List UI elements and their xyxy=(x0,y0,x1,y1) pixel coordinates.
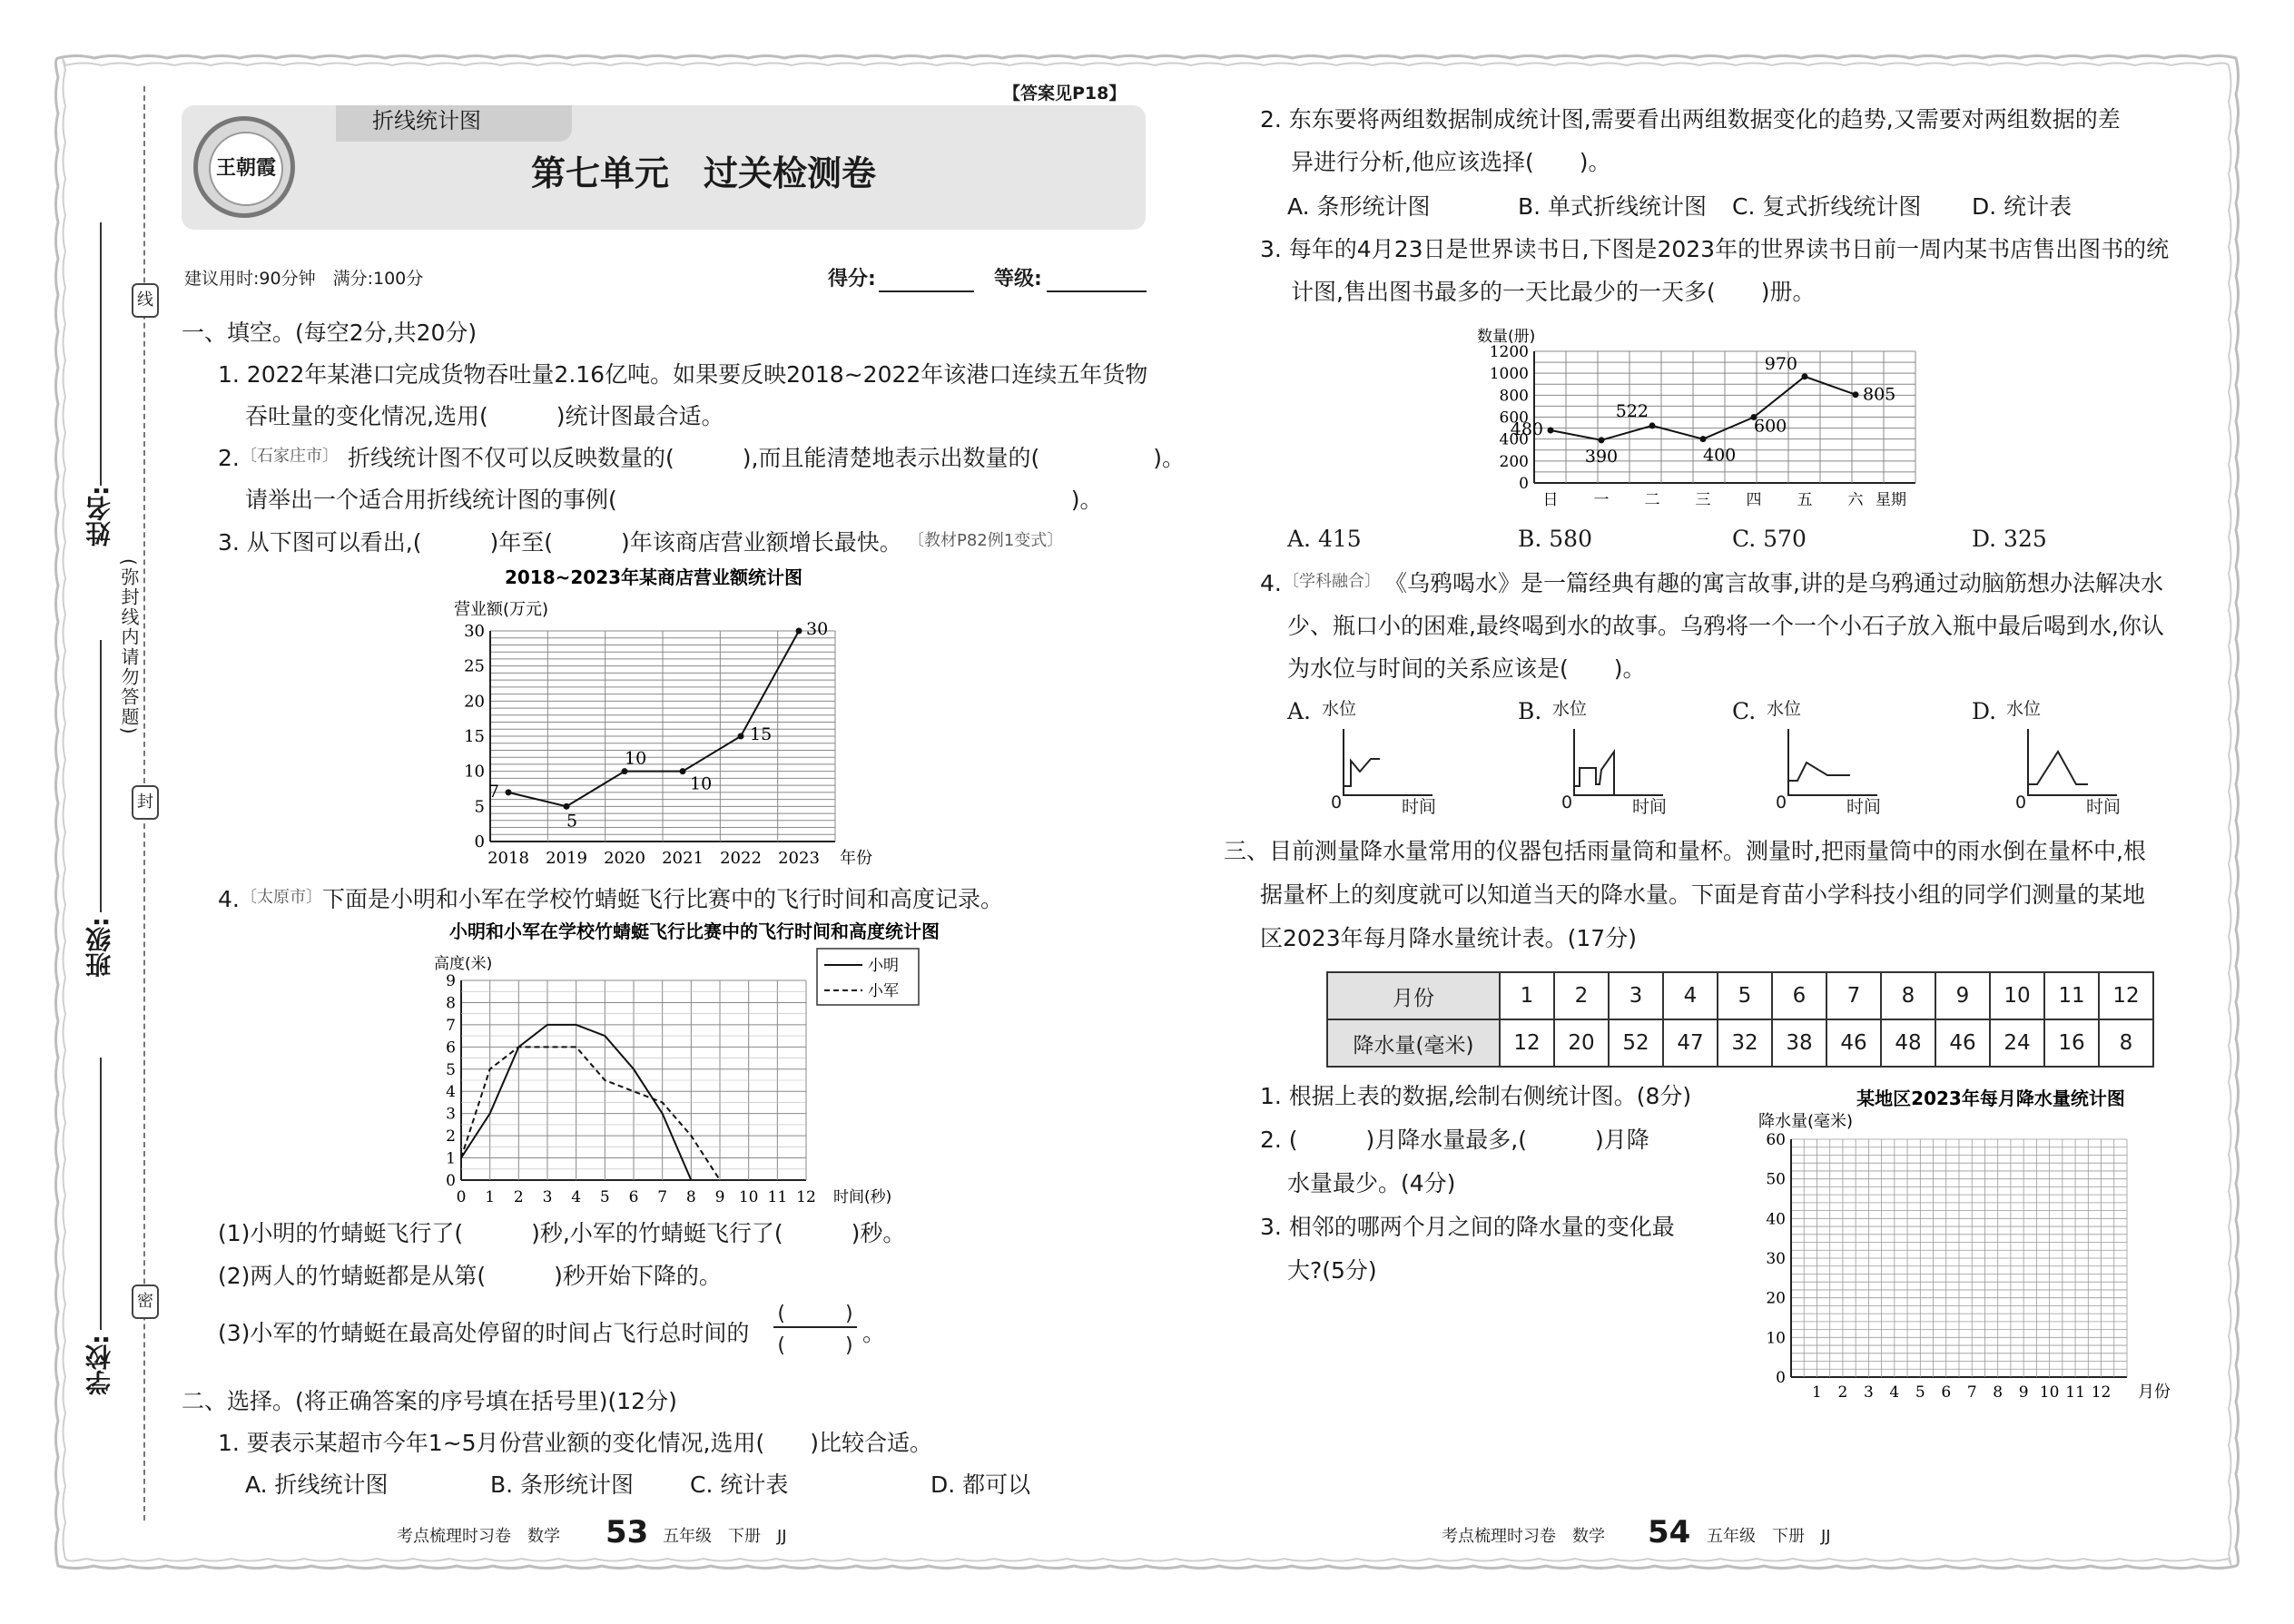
table-cell: 12 xyxy=(1500,1019,1554,1067)
table-cell: 1 xyxy=(1500,972,1554,1019)
data-label: 5 xyxy=(566,811,578,832)
data-label: 400 xyxy=(1703,445,1737,466)
x-tick-label: 2018 xyxy=(487,849,529,868)
mini-d-origin: 0 xyxy=(2015,792,2027,812)
mini-d-label: D. xyxy=(1972,698,1997,724)
x-tick-label: 9 xyxy=(714,1188,725,1206)
mini-a-origin: 0 xyxy=(1331,792,1343,812)
x-tick-label: 3 xyxy=(542,1188,553,1206)
name-line[interactable] xyxy=(100,222,102,486)
table-cell: 8 xyxy=(1881,972,1935,1019)
mini-c-origin: 0 xyxy=(1776,792,1787,812)
q4-tag: 〔太原市〕 xyxy=(241,888,322,907)
table-cell: 8 xyxy=(2099,1019,2153,1067)
x-tick-label: 二 xyxy=(1644,491,1660,509)
x-tick-label: 2 xyxy=(1837,1383,1848,1402)
page-title: 第七单元 过关检测卷 xyxy=(531,153,877,193)
y-tick-label: 30 xyxy=(1766,1250,1786,1268)
data-label: 480 xyxy=(1510,419,1543,439)
s2q1-text: 1. 要表示某超市今年1~5月份营业额的变化情况,选用( )比较合适。 xyxy=(218,1430,933,1456)
table-cell: 52 xyxy=(1609,1019,1663,1067)
table-head-rain: 降水量(毫米) xyxy=(1327,1019,1500,1067)
mini-a-line xyxy=(1344,759,1380,786)
x-axis-label: 时间(秒) xyxy=(833,1188,892,1206)
y-tick-label: 1200 xyxy=(1489,343,1529,361)
y-tick-label: 20 xyxy=(464,692,485,712)
data-point xyxy=(1599,437,1605,443)
rainfall-table xyxy=(1326,971,2154,1068)
x-tick-label: 2021 xyxy=(662,849,704,868)
sec1-heading: 一、填空。(每空2分,共20分) xyxy=(182,320,478,346)
r-q3-line1: 3. 每年的4月23日是世界读书日,下图是2023年的世界读书日前一周内某书店售出图书的统 xyxy=(1260,236,2170,262)
r-q3-opt-d[interactable]: D. 325 xyxy=(1972,526,2047,552)
q4-sub3: (3)小军的竹蜻蜓在最高处停留的时间占飞行总时间的 xyxy=(218,1320,750,1346)
r-q3-opt-c[interactable]: C. 570 xyxy=(1732,526,1807,552)
x-tick-label: 六 xyxy=(1847,491,1864,509)
school-line[interactable] xyxy=(100,1058,102,1330)
table-cell: 32 xyxy=(1718,1019,1772,1067)
y-tick-label: 3 xyxy=(446,1105,456,1124)
r-q4-line1: 《乌鸦喝水》是一篇经典有趣的寓言故事,讲的是乌鸦通过动脑筋想办法解决水 xyxy=(1384,570,2163,596)
s3q1-text: 1. 根据上表的数据,绘制右侧统计图。(8分) xyxy=(1260,1083,1692,1109)
y-tick-label: 9 xyxy=(446,972,456,990)
data-point xyxy=(564,803,570,810)
series-line xyxy=(1551,377,1856,440)
legend-label: 小军 xyxy=(868,982,899,1000)
mini-c-axes xyxy=(1788,729,1877,795)
table-cell: 7 xyxy=(1826,972,1881,1019)
r-q2-opt-b[interactable]: B. 单式折线统计图 xyxy=(1518,193,1708,220)
s3q3-line2: 大?(5分) xyxy=(1287,1257,1377,1284)
s2q1-opt-b[interactable]: B. 条形统计图 xyxy=(490,1471,635,1498)
school-label: 学校: xyxy=(84,1334,114,1396)
table-cell: 48 xyxy=(1881,1019,1935,1067)
y-tick-label: 6 xyxy=(446,1038,456,1058)
data-label: 10 xyxy=(625,748,647,769)
y-tick-label: 2 xyxy=(446,1127,456,1147)
mini-a-ylabel: 水位 xyxy=(1322,699,1357,719)
x-tick-label: 3 xyxy=(1863,1383,1874,1402)
x-tick-label: 0 xyxy=(456,1188,467,1206)
sec3-line3: 区2023年每月降水量统计表。(17分) xyxy=(1260,925,1637,951)
x-tick-label: 10 xyxy=(2039,1383,2060,1402)
y-tick-label: 8 xyxy=(446,994,456,1013)
books-chart xyxy=(1466,320,1974,510)
footer-left-text: 考点梳理时习卷 数学 xyxy=(397,1527,560,1546)
brand-logo xyxy=(193,116,295,218)
y-axis-label: 数量(册) xyxy=(1477,328,1536,346)
grade-label: 等级: xyxy=(994,268,1042,290)
table-cell: 9 xyxy=(1935,972,1990,1019)
mini-a-xlabel: 时间 xyxy=(1402,797,1437,817)
x-axis-label: 年份 xyxy=(840,849,872,868)
x-tick-label: 11 xyxy=(2065,1383,2085,1402)
q2-line1: 折线统计图不仅可以反映数量的( ),而且能清楚地表示出数量的( )。 xyxy=(348,445,1185,471)
q3-tag: 〔教材P82例1变式〕 xyxy=(908,531,1064,550)
x-tick-label: 2022 xyxy=(720,849,762,868)
unit-tag: 折线统计图 xyxy=(372,108,481,133)
answer-ref: 【答案见P18】 xyxy=(1003,84,1127,103)
fraction-numerator: ( ) xyxy=(777,1303,853,1325)
y-tick-label: 0 xyxy=(474,832,485,851)
x-tick-label: 11 xyxy=(767,1188,788,1206)
logo-text: 王朝霞 xyxy=(209,132,283,206)
r-q2-opt-c[interactable]: C. 复式折线统计图 xyxy=(1732,193,1922,220)
data-point xyxy=(1700,436,1707,442)
dragonfly-chart xyxy=(390,921,980,1216)
y-axis-label: 高度(米) xyxy=(434,955,493,973)
x-axis-label: 星期 xyxy=(1876,491,1906,509)
x-tick-label: 1 xyxy=(1812,1383,1822,1402)
revenue-chart xyxy=(436,567,908,876)
x-tick-label: 五 xyxy=(1797,491,1813,509)
q2-line2: 请举出一个适合用折线统计图的事例( )。 xyxy=(245,487,1103,513)
time-score: 建议用时:90分钟 满分:100分 xyxy=(184,269,424,289)
data-label: 600 xyxy=(1754,416,1787,437)
s3q3-line1: 3. 相邻的哪两个月之间的降水量的变化最 xyxy=(1260,1214,1675,1240)
y-tick-label: 10 xyxy=(1766,1329,1786,1348)
table-cell: 20 xyxy=(1554,1019,1609,1067)
s3q2-line2: 水量最少。(4分) xyxy=(1287,1170,1456,1196)
y-tick-label: 5 xyxy=(474,797,485,817)
q2-tag: 〔石家庄市〕 xyxy=(241,447,339,466)
r-q2-line1: 2. 东东要将两组数据制成统计图,需要看出两组数据变化的趋势,又需要对两组数据的差 xyxy=(1260,106,2121,133)
x-tick-label: 9 xyxy=(2018,1383,2029,1402)
page-number-right: 54 xyxy=(1648,1514,1691,1550)
x-tick-label: 8 xyxy=(1993,1383,2004,1402)
class-line[interactable] xyxy=(100,640,102,912)
mini-b-xlabel: 时间 xyxy=(1632,797,1668,817)
y-tick-label: 10 xyxy=(464,762,485,782)
table-cell: 4 xyxy=(1663,972,1718,1019)
r-q3-opt-a[interactable]: A. 415 xyxy=(1287,526,1362,552)
score-label: 得分: xyxy=(828,268,876,290)
data-point xyxy=(622,768,628,774)
data-point xyxy=(1548,428,1554,434)
seal-feng: 封 xyxy=(132,785,159,820)
y-tick-label: 25 xyxy=(464,656,485,676)
q4-sub3-end: 。 xyxy=(862,1320,886,1346)
footer-right-grade: 五年级 下册 JJ xyxy=(1707,1527,1831,1546)
y-tick-label: 1 xyxy=(446,1149,456,1168)
table-cell: 46 xyxy=(1826,1019,1881,1067)
y-tick-label: 5 xyxy=(446,1060,456,1079)
r-q3-line2: 计图,售出图书最多的一天比最少的一天多( )册。 xyxy=(1291,279,1816,305)
x-tick-label: 8 xyxy=(685,1188,696,1206)
y-tick-label: 15 xyxy=(464,727,485,746)
data-label: 522 xyxy=(1615,400,1649,421)
data-label: 390 xyxy=(1584,446,1619,467)
x-tick-label: 四 xyxy=(1746,491,1762,509)
data-point xyxy=(506,789,512,795)
data-point xyxy=(1649,422,1656,428)
seal-mi: 密 xyxy=(132,1284,159,1319)
data-label: 15 xyxy=(750,724,773,744)
q4-sub2: (2)两人的竹蜻蜓都是从第( )秒开始下降的。 xyxy=(218,1263,722,1289)
seal-note: (弥封线内请勿答题) xyxy=(118,558,140,736)
mini-a-axes xyxy=(1344,729,1433,795)
fraction-denominator: ( ) xyxy=(777,1334,853,1357)
score-field[interactable] xyxy=(879,290,974,292)
mini-c-label: C. xyxy=(1732,698,1757,724)
table-cell: 10 xyxy=(1990,972,2044,1019)
table-cell: 38 xyxy=(1772,1019,1826,1067)
r-q2-opt-a[interactable]: A. 条形统计图 xyxy=(1287,193,1431,220)
data-point xyxy=(1802,373,1808,379)
y-axis-label: 降水量(毫米) xyxy=(1758,1112,1854,1131)
x-tick-label: 5 xyxy=(599,1188,610,1206)
x-tick-label: 2019 xyxy=(546,849,587,868)
q4-sub1: (1)小明的竹蜻蜓飞行了( )秒,小军的竹蜻蜓飞行了( )秒。 xyxy=(218,1220,906,1246)
grade-field[interactable] xyxy=(1047,290,1147,292)
legend-label: 小明 xyxy=(868,957,899,975)
data-label: 10 xyxy=(690,773,713,794)
y-tick-label: 0 xyxy=(1519,475,1529,493)
x-tick-label: 6 xyxy=(628,1188,639,1206)
data-point xyxy=(796,628,802,635)
x-axis-label: 月份 xyxy=(2138,1383,2171,1402)
r-q2-opt-d[interactable]: D. 统计表 xyxy=(1972,193,2072,220)
mini-c-line xyxy=(1788,763,1850,781)
y-tick-label: 0 xyxy=(446,1172,456,1190)
x-tick-label: 5 xyxy=(1915,1383,1925,1402)
s2q1-opt-d[interactable]: D. 都可以 xyxy=(930,1471,1031,1498)
x-tick-label: 10 xyxy=(738,1188,759,1206)
seal-xian: 线 xyxy=(132,283,159,318)
x-tick-label: 12 xyxy=(2091,1383,2112,1402)
mini-c-xlabel: 时间 xyxy=(1846,797,1882,817)
series-line xyxy=(508,631,799,806)
y-tick-label: 200 xyxy=(1499,452,1529,471)
y-tick-label: 800 xyxy=(1499,387,1529,406)
y-axis-label: 营业额(万元) xyxy=(454,600,549,619)
mini-d-ylabel: 水位 xyxy=(2006,699,2042,719)
y-tick-label: 50 xyxy=(1766,1170,1786,1189)
data-label: 30 xyxy=(806,619,829,639)
fraction-bar xyxy=(773,1326,857,1328)
chart-title: 2018~2023年某商店营业额统计图 xyxy=(504,567,803,588)
q3-text: 3. 从下图可以看出,( )年至( )年该商店营业额增长最快。 xyxy=(218,529,902,556)
mini-b-origin: 0 xyxy=(1561,792,1573,812)
sec2-heading: 二、选择。(将正确答案的序号填在括号里)(12分) xyxy=(182,1388,677,1414)
table-cell: 2 xyxy=(1554,972,1609,1019)
r-q4-line2: 少、瓶口小的困难,最终喝到水的故事。乌鸦将一个一个小石子放入瓶中最后喝到水,你认 xyxy=(1287,613,2164,639)
data-label: 7 xyxy=(487,781,499,802)
table-row-months xyxy=(1327,972,2153,1019)
q1-line1: 1. 2022年某港口完成货物吞吐量2.16亿吨。如果要反映2018~2022年该港口连续五年货物 xyxy=(218,361,1148,388)
y-tick-label: 600 xyxy=(1499,408,1529,428)
q2-number: 2. xyxy=(218,445,240,471)
x-tick-label: 4 xyxy=(1889,1383,1900,1402)
rainfall-chart[interactable] xyxy=(1748,1085,2256,1407)
r-q2-line2: 异进行分析,他应该选择( )。 xyxy=(1291,149,1611,175)
name-label: 姓名: xyxy=(84,486,114,547)
x-tick-label: 12 xyxy=(796,1188,816,1206)
mini-c-ylabel: 水位 xyxy=(1767,699,1802,719)
r-q4-line3: 为水位与时间的关系应该是( )。 xyxy=(1287,655,1646,682)
r-q4-tag: 〔学科融合〕 xyxy=(1283,572,1381,591)
table-cell: 24 xyxy=(1990,1019,2044,1067)
table-cell: 46 xyxy=(1935,1019,1990,1067)
x-tick-label: 6 xyxy=(1941,1383,1952,1402)
mini-b-ylabel: 水位 xyxy=(1552,699,1588,719)
s2q1-opt-a[interactable]: A. 折线统计图 xyxy=(245,1471,389,1498)
table-cell: 6 xyxy=(1772,972,1826,1019)
table-head-month: 月份 xyxy=(1327,972,1500,1019)
mini-b-axes xyxy=(1574,729,1663,795)
q4-text: 下面是小明和小军在学校竹蜻蜓飞行比赛中的飞行时间和高度记录。 xyxy=(322,886,1004,912)
table-cell: 47 xyxy=(1663,1019,1718,1067)
table-cell: 3 xyxy=(1609,972,1663,1019)
x-tick-label: 7 xyxy=(657,1188,668,1206)
y-tick-label: 30 xyxy=(464,622,485,641)
table-cell: 11 xyxy=(2044,972,2099,1019)
table-cell: 12 xyxy=(2099,972,2153,1019)
data-label: 805 xyxy=(1863,384,1896,405)
chart-title: 小明和小军在学校竹蜻蜓飞行比赛中的飞行时间和高度统计图 xyxy=(449,921,940,942)
x-tick-label: 三 xyxy=(1695,491,1711,509)
y-tick-label: 4 xyxy=(446,1083,456,1102)
mini-b-line xyxy=(1574,752,1614,795)
x-tick-label: 1 xyxy=(485,1188,496,1206)
data-point xyxy=(680,768,686,774)
y-tick-label: 400 xyxy=(1499,430,1529,449)
table-cell: 5 xyxy=(1718,972,1772,1019)
y-tick-label: 20 xyxy=(1766,1289,1786,1308)
y-tick-label: 7 xyxy=(446,1016,456,1035)
x-tick-label: 2020 xyxy=(604,849,645,868)
table-row-rain xyxy=(1327,1019,2153,1067)
mini-d-line xyxy=(2028,752,2088,784)
x-tick-label: 一 xyxy=(1593,491,1610,509)
q1-line2: 吞吐量的变化情况,选用( )统计图最合适。 xyxy=(245,403,724,429)
data-point xyxy=(738,733,744,740)
chart-title: 某地区2023年每月降水量统计图 xyxy=(1856,1088,2125,1109)
r-q4-number: 4. xyxy=(1260,570,1282,596)
y-tick-label: 1000 xyxy=(1489,365,1529,384)
mini-a-label: A. xyxy=(1287,698,1312,724)
footer-left-grade: 五年级 下册 JJ xyxy=(663,1527,787,1546)
r-q3-opt-b[interactable]: B. 580 xyxy=(1518,526,1592,552)
table-cell: 16 xyxy=(2044,1019,2099,1067)
x-tick-label: 4 xyxy=(571,1188,582,1206)
page-number-left: 53 xyxy=(605,1514,649,1550)
mini-d-xlabel: 时间 xyxy=(2086,797,2122,817)
s3q2-line1: 2. ( )月降水量最多,( )月降 xyxy=(1260,1127,1649,1153)
class-label: 班级: xyxy=(84,917,114,979)
data-label: 970 xyxy=(1764,353,1797,374)
x-tick-label: 2 xyxy=(513,1188,524,1206)
mini-b-label: B. xyxy=(1518,698,1542,724)
footer-right-text: 考点梳理时习卷 数学 xyxy=(1442,1527,1605,1546)
sec3-line2: 据量杯上的刻度就可以知道当天的降水量。下面是育苗小学科技小组的同学们测量的某地 xyxy=(1260,881,2146,908)
x-tick-label: 日 xyxy=(1542,491,1559,509)
s2q1-opt-c[interactable]: C. 统计表 xyxy=(690,1471,789,1498)
y-tick-label: 40 xyxy=(1766,1210,1786,1229)
data-point xyxy=(1853,391,1859,398)
sec3-line1: 三、目前测量降水量常用的仪器包括雨量筒和量杯。测量时,把雨量筒中的雨水倒在量杯中,根 xyxy=(1224,838,2146,864)
x-tick-label: 2023 xyxy=(778,849,820,868)
y-tick-label: 0 xyxy=(1776,1369,1786,1387)
mini-d-axes xyxy=(2028,729,2117,795)
q4-number: 4. xyxy=(218,886,240,912)
y-tick-label: 60 xyxy=(1766,1131,1786,1149)
x-tick-label: 7 xyxy=(1966,1383,1977,1402)
